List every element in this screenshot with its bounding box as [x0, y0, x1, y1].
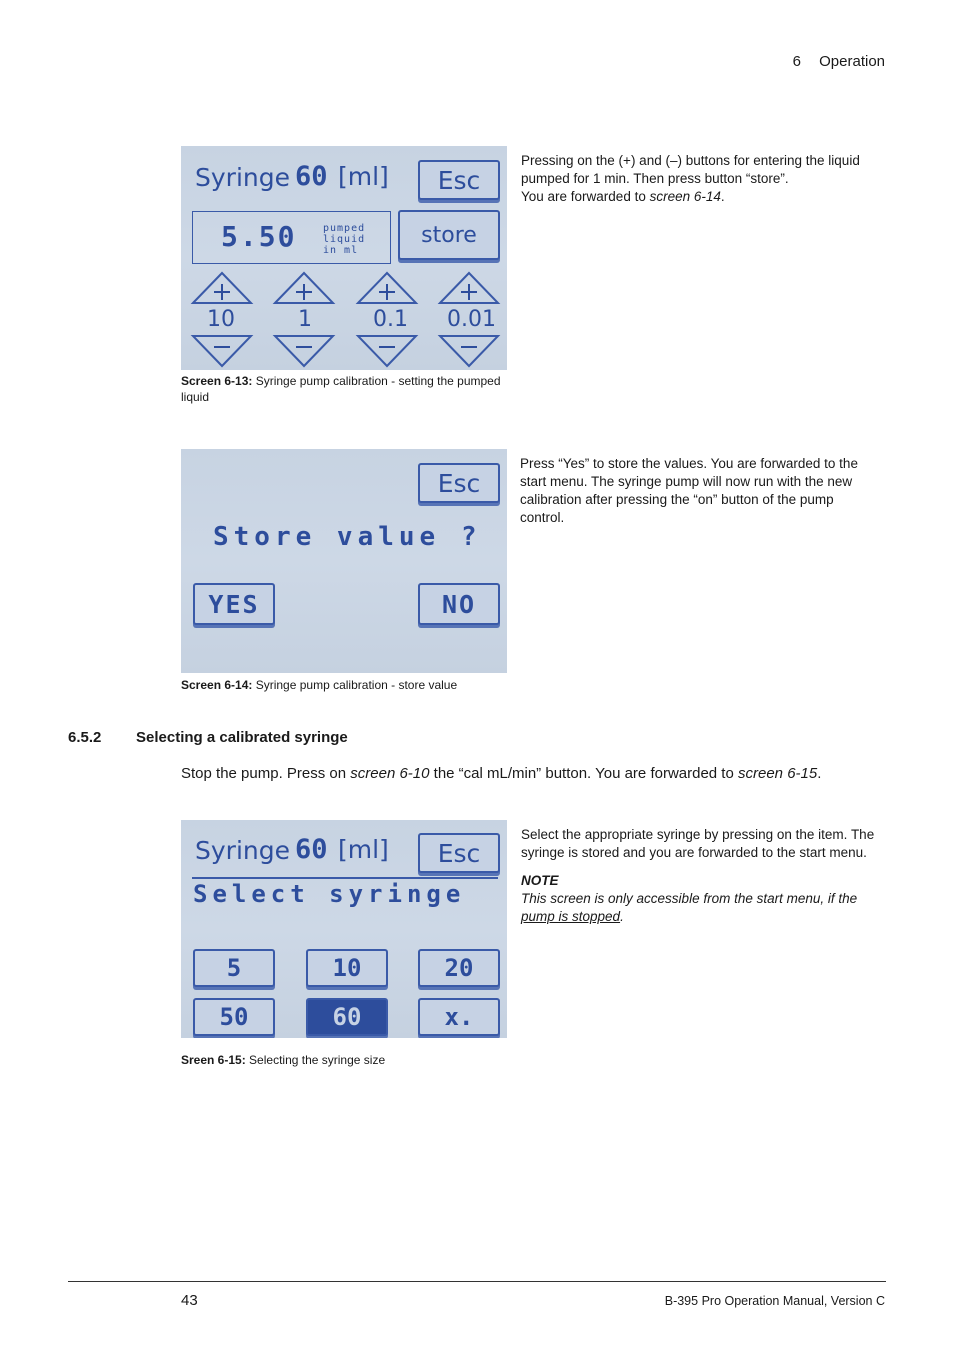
description-6-13	[521, 152, 881, 206]
lcd-size-20-button: 20	[418, 949, 500, 987]
lcd-size-60-button-selected: 60	[306, 998, 388, 1036]
lcd-size-50-button: 50	[193, 998, 275, 1036]
section-title: Selecting a calibrated syringe	[136, 729, 348, 746]
lcd-title-size: 60	[295, 834, 328, 865]
caption-6-15	[181, 1052, 511, 1068]
lcd-step-10: 10	[207, 307, 235, 332]
lcd-step-1: 1	[298, 307, 312, 332]
desc-line: Pressing on the (+) and (–) buttons for entering the liquid pumped for 1 min. Then press button “store”.	[521, 153, 860, 186]
minus-arrow-icon	[358, 336, 416, 366]
lcd-title-unit: [ml]	[338, 162, 389, 191]
description-6-15	[521, 826, 881, 926]
lcd-esc-button: Esc	[418, 463, 500, 503]
screen-ref: screen 6-15	[738, 765, 818, 782]
section-heading	[68, 729, 348, 746]
caption-text: Syringe pump calibration - setting the pumped liquid	[181, 374, 501, 404]
lcd-separator	[192, 877, 498, 879]
screen-ref: screen 6-10	[350, 765, 430, 782]
minus-arrow-icon	[193, 336, 251, 366]
description-6-14: Press “Yes” to store the values. You are forwarded to the start menu. The syringe pump will now run with the new calibration after pressing the “on” button of the pump control.	[520, 456, 858, 525]
lcd-size-10-button: 10	[306, 949, 388, 987]
minus-arrow-icon	[440, 336, 498, 366]
desc-forward-line: You are forwarded to screen 6-14.	[521, 189, 725, 204]
chapter-title: Operation	[819, 53, 885, 70]
page-number: 43	[181, 1292, 198, 1309]
lcd-title-size: 60	[295, 161, 328, 192]
screen-6-13-image	[181, 146, 507, 370]
lcd-step-0-1: 0.1	[373, 307, 408, 332]
lcd-no-button: NO	[418, 583, 500, 625]
lcd-value-label-1: pumped	[323, 223, 366, 234]
lcd-pumped-value: 5.50	[221, 220, 297, 253]
lcd-step-arrows	[181, 146, 507, 370]
running-header	[793, 53, 885, 70]
body-paragraph: Stop the pump. Press on screen 6-10 the “cal mL/min” button. You are forwarded to screen 6-15.	[181, 765, 822, 782]
screen-6-15-image	[181, 820, 507, 1038]
section-number: 6.5.2	[68, 729, 102, 746]
lcd-store-button: store	[398, 210, 500, 260]
caption-label: Screen 6-13:	[181, 374, 253, 388]
lcd-value-label-2: liquid	[323, 234, 366, 245]
lcd-yes-button: YES	[193, 583, 275, 625]
lcd-step-0-01: 0.01	[447, 307, 496, 332]
lcd-esc-button: Esc	[418, 160, 500, 200]
caption-text: Syringe pump calibration - store value	[255, 678, 458, 692]
caption-6-14	[181, 677, 511, 693]
lcd-title-syringe: Syringe	[195, 836, 290, 865]
lcd-esc-button: Esc	[418, 833, 500, 873]
lcd-store-question: Store value ?	[213, 522, 482, 552]
note-link: pump is stopped	[521, 909, 621, 924]
note-heading: NOTE	[521, 873, 559, 888]
chapter-number: 6	[792, 53, 801, 70]
screen-6-14-image	[181, 449, 507, 673]
note-body: This screen is only accessible from the start menu, if the pump is stopped.	[521, 891, 858, 924]
lcd-title-syringe: Syringe	[195, 163, 290, 192]
screen-ref: screen 6-14	[649, 189, 721, 204]
lcd-size-5-button: 5	[193, 949, 275, 987]
minus-arrow-icon	[275, 336, 333, 366]
desc-text: Select the appropriate syringe by pressing on the item. The syringe is stored and you are forwarded to the start menu.	[521, 827, 875, 860]
document-title: B-395 Pro Operation Manual, Version C	[664, 1294, 885, 1308]
lcd-title-unit: [ml]	[338, 835, 389, 864]
caption-text: Selecting the syringe size	[249, 1053, 386, 1067]
lcd-size-custom-button: x.	[418, 998, 500, 1036]
lcd-select-syringe: Select syringe	[193, 880, 466, 908]
lcd-value-label-3: in ml	[323, 245, 359, 256]
caption-label: Screen 6-14:	[181, 678, 253, 692]
caption-label: Sreen 6-15:	[181, 1053, 246, 1067]
footer-rule	[68, 1281, 886, 1282]
caption-6-13	[181, 373, 511, 405]
